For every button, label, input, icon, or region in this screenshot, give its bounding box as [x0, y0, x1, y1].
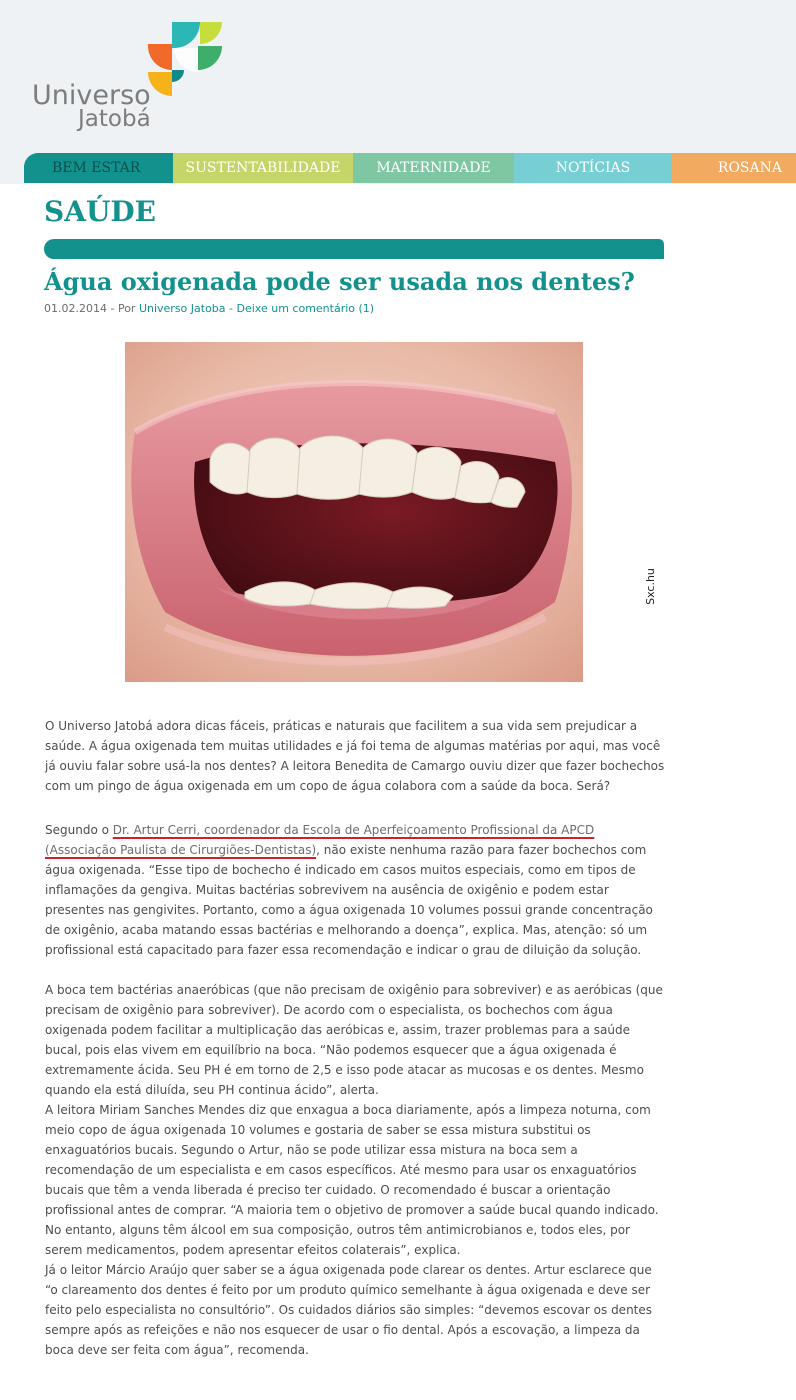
logo-text-line1[interactable]: Universo [32, 80, 151, 111]
image-credit [640, 568, 664, 608]
main-nav [0, 153, 796, 183]
logo-leaves-icon[interactable] [146, 20, 224, 98]
nav-sustentabilidade[interactable]: SUSTENTABILIDADE [173, 153, 353, 183]
paragraph-2-start: Segundo o [45, 823, 113, 837]
nav-noticias[interactable]: NOTÍCIAS [514, 153, 672, 183]
paragraph-2-end: , não existe nenhuma razão para fazer bochechos com água oxigenada. “Esse tipo de bochecho é indicado em casos muitos especiais, como em tipos de inflamações da gengiva. Muitas bactérias sobrevivem na ausência de oxigênio e podem estar presentes nas gengivites. Portanto, como a água oxigenada 10 volumes possui grande concentração de oxigênio, acaba matando essas bactérias e melhorando a doença”, explica. Mas, atenção: só um profissional está capacitado para fazer essa recomendação e indicar o grau de diluição da solução. [45, 843, 653, 957]
nav-bem-estar[interactable]: BEM ESTAR [24, 153, 173, 183]
logo-text-line2[interactable]: Jatobá [78, 106, 151, 132]
post-by-prefix: - Por [106, 302, 139, 315]
section-divider-bar [44, 239, 664, 259]
author-link[interactable]: Universo Jatoba [138, 302, 226, 315]
article-photo-mouth [125, 342, 583, 682]
nav-maternidade[interactable]: MATERNIDADE [353, 153, 514, 183]
article-paragraph-5: Já o leitor Márcio Araújo quer saber se a água oxigenada pode clarear os dentes. Artur esclarece que “o clareamento dos dentes é feito por um produto químico semelhante à água oxigenada e deve ser feito pelo especialista no consultório”. Os cuidados diários são simples: “devemos escovar os dentes sempre após as refeições e não nos esquecer de usar o fio dental. Após a escovação, a limpeza da boca deve ser feita com água”, recomenda. [45, 1263, 653, 1357]
post-title[interactable]: Água oxigenada pode ser usada nos dentes? [44, 267, 635, 296]
highlighted-source-name: Dr. Artur Cerri, coordenador da Escola de Aperfeiçoamento Profissional da APCD (Associação Paulista de Cirurgiões-Dentistas) [45, 823, 595, 857]
nav-rosana[interactable]: ROSANA [672, 153, 796, 183]
article-paragraph-1: O Universo Jatobá adora dicas fáceis, práticas e naturais que facilitem a sua vida sem prejudicar a saúde. A água oxigenada tem muitas utilidades e já foi tema de algumas matérias por aqui, mas você já ouviu falar sobre usá-la nos dentes? A leitora Benedita de Camargo ouviu dizer que fazer bochechos com um pingo de água oxigenada em um copo de água colabora com a saúde da boca. Será? [45, 719, 665, 793]
image-credit-text: Sxc.hu [643, 568, 657, 605]
site-header [0, 0, 796, 184]
post-meta [44, 302, 374, 315]
article-paragraph-2 [45, 820, 667, 960]
post-date: 01.02.2014 [44, 302, 107, 315]
section-title: SAÚDE [44, 195, 156, 228]
meta-separator: - [225, 302, 237, 315]
article-paragraph-4: A leitora Miriam Sanches Mendes diz que enxagua a boca diariamente, após a limpeza noturna, com meio copo de água oxigenada 10 volumes e gostaria de saber se essa mistura substitui os enxaguatórios bucais. Segundo o Artur, não se pode utilizar essa mistura na boca sem a recomendação de um especialista e em casos específicos. Até mesmo para usar os enxaguatórios bucais que têm a venda liberada é preciso ter cuidado. O recomendado é buscar a orientação profissional antes de comprar. “A maioria tem o objetivo de promover a saúde bucal quando indicado. No entanto, alguns têm álcool em sua composição, outros têm antimicrobianos e, todos eles, por serem medicamentos, podem apresentar efeitos colaterais”, explica. [45, 1103, 659, 1257]
article-paragraph-3: A boca tem bactérias anaeróbicas (que não precisam de oxigênio para sobreviver) e as aeróbicas (que precisam de oxigênio para sobreviver). De acordo com o especialista, os bochechos com água oxigenada podem facilitar a multiplicação das aeróbicas e, assim, trazer problemas para a saúde bucal, pois elas vivem em equilíbrio na boca. “Não podemos esquecer que a água oxigenada é extremamente ácida. Seu PH é em torno de 2,5 e isso pode atacar as mucosas e os dentes. Mesmo quando ela está diluída, seu PH continua ácido”, alerta. [45, 983, 663, 1097]
comment-link[interactable]: Deixe um comentário (1) [236, 302, 375, 315]
